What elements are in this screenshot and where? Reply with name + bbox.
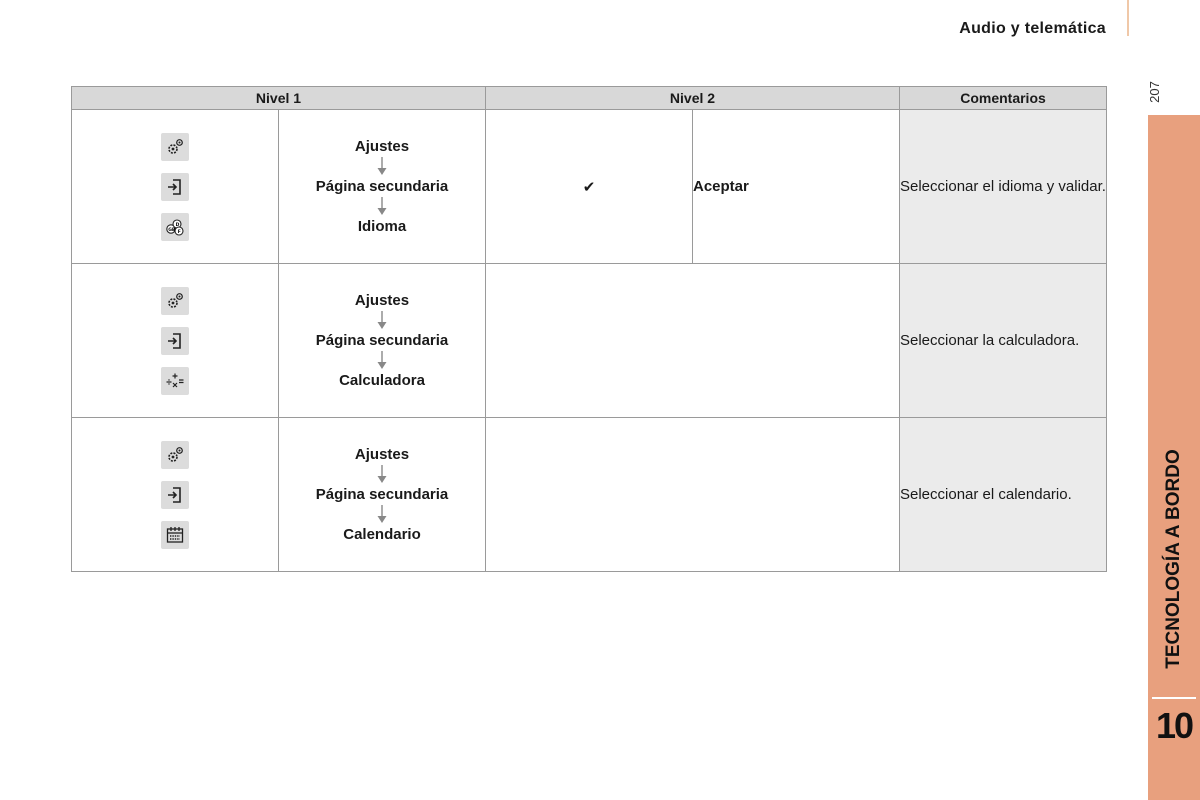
row-icons (72, 418, 279, 572)
step-calendar: Calendario (343, 525, 421, 543)
row-steps (279, 418, 486, 572)
arrow-down-icon (376, 464, 388, 486)
step-secondary-page: Página secundaria (315, 331, 449, 349)
step-calculator: Calculadora (339, 371, 425, 389)
row-comment: Seleccionar el calendario. (900, 418, 1107, 572)
column-header-level2: Nivel 2 (486, 87, 900, 110)
column-header-level1: Nivel 1 (72, 87, 486, 110)
top-divider (1127, 0, 1129, 36)
settings-icon (161, 441, 189, 469)
level2-empty (486, 264, 900, 418)
step-language: Idioma (357, 217, 407, 235)
arrow-down-icon (376, 504, 388, 526)
menu-table (71, 86, 1107, 572)
table-row (72, 418, 1107, 572)
chapter-tab-label: TECNOLOGÍA A BORDO (1163, 449, 1184, 669)
chapter-tab-divider (1152, 697, 1196, 699)
table-row (72, 264, 1107, 418)
svg-text:F: F (177, 229, 181, 235)
secondary-page-icon (161, 327, 189, 355)
column-header-comments: Comentarios (900, 87, 1107, 110)
row-comment: Seleccionar el idioma y validar. (900, 110, 1107, 264)
row-steps (279, 110, 486, 264)
table-row (72, 110, 1107, 264)
row-steps (279, 264, 486, 418)
svg-text:D: D (175, 222, 180, 228)
calendar-icon (161, 521, 189, 549)
row-icons (72, 110, 279, 264)
arrow-down-icon (376, 310, 388, 332)
step-secondary-page: Página secundaria (315, 485, 449, 503)
row-comment: Seleccionar la calculadora. (900, 264, 1107, 418)
arrow-down-icon (376, 350, 388, 372)
page-section-title: Audio y telemática (959, 20, 1106, 37)
row-icons (72, 264, 279, 418)
checkmark-icon: ✔ (486, 110, 693, 264)
svg-text:GB: GB (168, 227, 176, 233)
secondary-page-icon (161, 481, 189, 509)
secondary-page-icon (161, 173, 189, 201)
calculator-icon (161, 367, 189, 395)
arrow-down-icon (376, 156, 388, 178)
page-number: 207 (1146, 81, 1162, 103)
settings-icon (161, 133, 189, 161)
table-header-row (72, 87, 1107, 110)
arrow-down-icon (376, 196, 388, 218)
step-settings: Ajustes (354, 137, 410, 155)
level2-empty (486, 418, 900, 572)
step-settings: Ajustes (354, 445, 410, 463)
chapter-number: 10 (1155, 705, 1193, 746)
language-icon (161, 213, 189, 241)
step-settings: Ajustes (354, 291, 410, 309)
level2-accept: Aceptar (693, 110, 900, 264)
step-secondary-page: Página secundaria (315, 177, 449, 195)
settings-icon (161, 287, 189, 315)
